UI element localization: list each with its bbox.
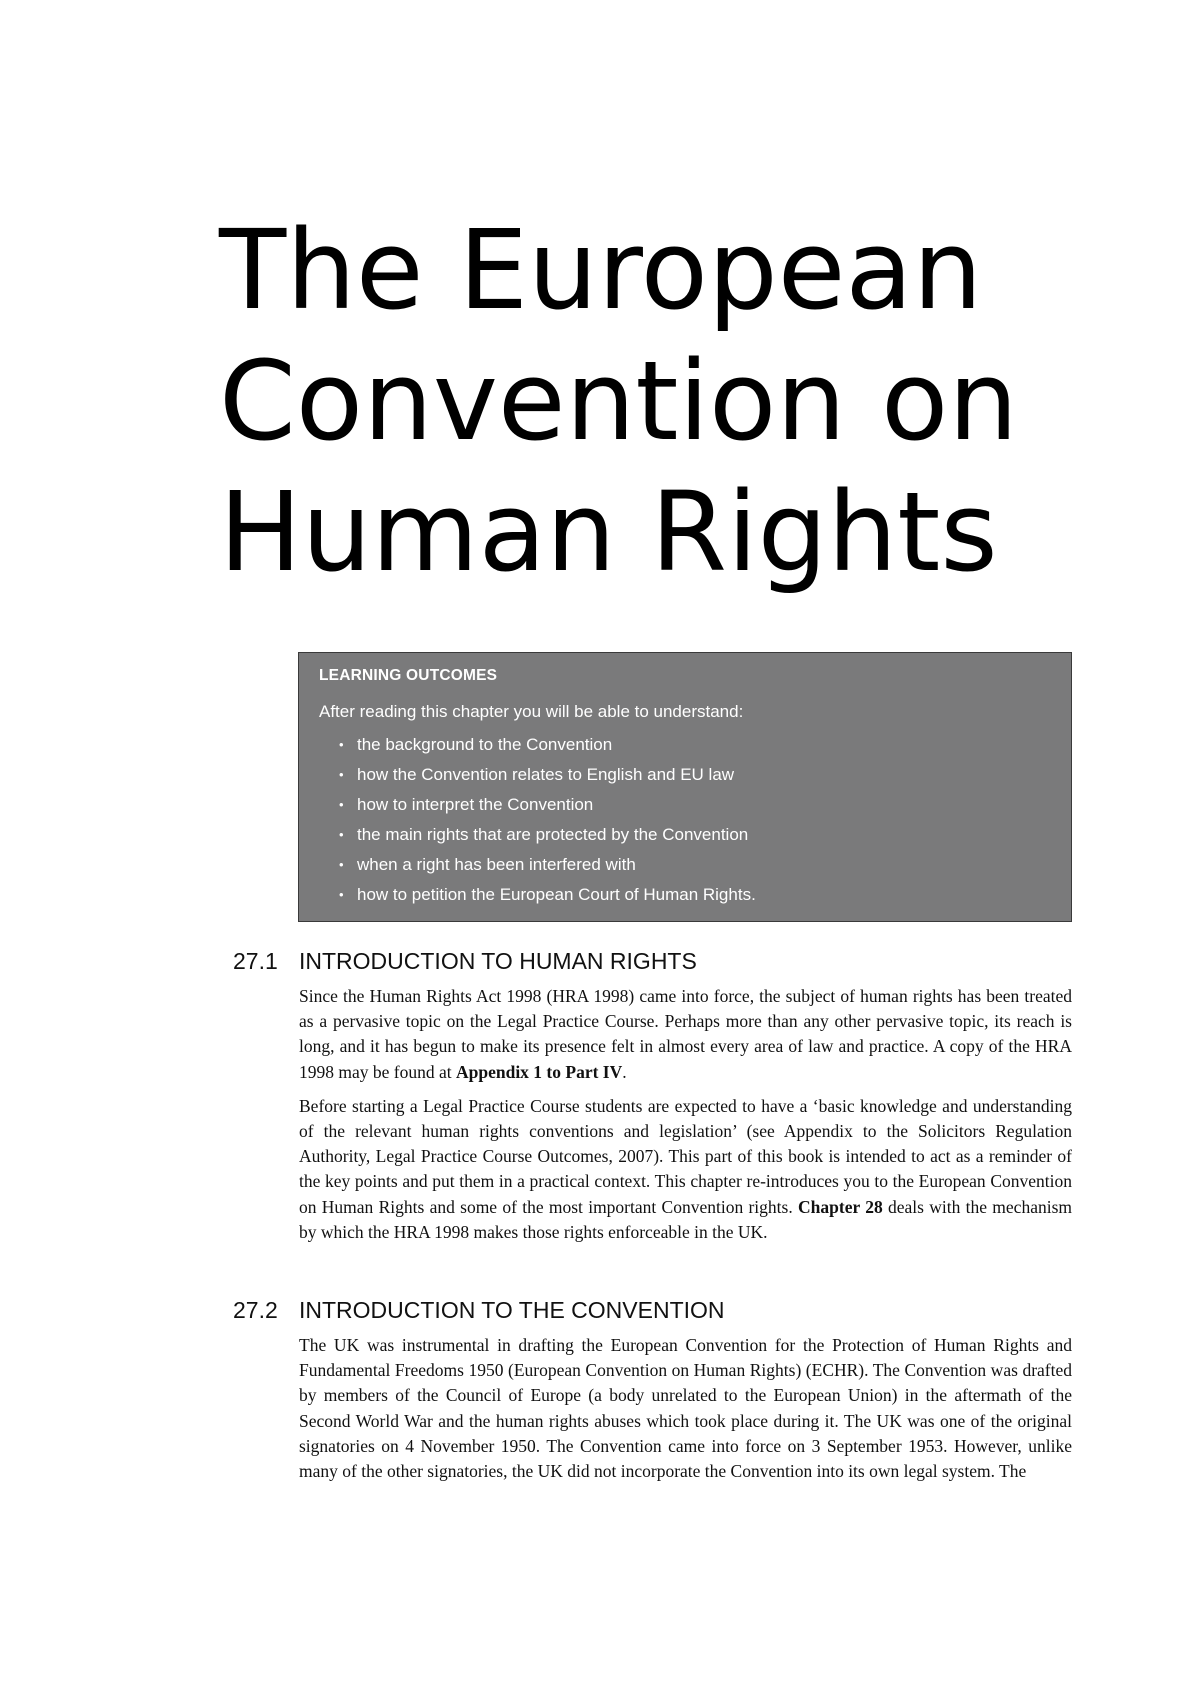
chapter-title-line-2: Convention on: [219, 337, 1019, 465]
paragraph-tail: deals with the mechanism by which the HRA 1998 makes those rights enforceable in the UK.: [299, 1196, 1073, 1242]
list-item: [339, 880, 1051, 910]
bullet-icon: •: [339, 887, 344, 902]
paragraph-tail: .: [622, 1061, 627, 1082]
list-item-text: how the Convention relates to English and EU law: [357, 765, 735, 784]
list-item: [339, 850, 1051, 880]
paragraph: [299, 1094, 1072, 1245]
chapter-title: [219, 205, 1119, 598]
chapter-title-line-1: The European: [219, 206, 983, 334]
paragraph-text: The UK was instrumental in drafting the European Convention for the Protection of Human Rights and Fundamental Freedoms 1950 (European Convention on Human Rights) (ECHR). The Convention was drafted by members of the Council of Europe (a body unrelated to the European Union) in the aftermath of the Second World War and the human rights abuses which took place during it. The UK was one of the original signatories on 4 November 1950. The Convention came into force on 3 September 1953. However, unlike many of the other signatories, the UK did not incorporate the Convention into its own legal system. The: [299, 1335, 1072, 1482]
cross-reference: Chapter 28: [798, 1196, 883, 1217]
list-item-text: the main rights that are protected by the Convention: [357, 825, 749, 844]
section-body: [299, 984, 1072, 1254]
list-item: [339, 760, 1051, 790]
learning-outcomes-intro: After reading this chapter you will be able to understand:: [319, 702, 744, 721]
bullet-icon: •: [339, 857, 344, 872]
section-body: [299, 1333, 1072, 1493]
list-item-text: the background to the Convention: [357, 735, 613, 754]
bullet-icon: •: [339, 737, 344, 752]
learning-outcomes-heading: LEARNING OUTCOMES: [319, 667, 498, 684]
paragraph: [299, 1333, 1072, 1484]
paragraph-text: Since the Human Rights Act 1998 (HRA 1998) came into force, the subject of human rights has been treated as a pervasive topic on the Legal Practice Course. Perhaps more than any other pervasive topic, its reach is long, and it has begun to make its presence felt in almost every area of law and practice. A copy of the HRA 1998 may be found at: [299, 986, 1072, 1082]
paragraph: [299, 984, 1072, 1085]
bullet-icon: •: [339, 767, 344, 782]
learning-outcomes-list: [319, 730, 1051, 910]
list-item: [339, 790, 1051, 820]
section-number: 27.2: [233, 1297, 278, 1323]
bullet-icon: •: [339, 797, 344, 812]
list-item-text: how to interpret the Convention: [357, 795, 594, 814]
list-item-text: when a right has been interfered with: [357, 855, 636, 874]
bullet-icon: •: [339, 827, 344, 842]
learning-outcomes-box: [298, 652, 1072, 922]
list-item: [339, 730, 1051, 760]
chapter-title-line-3: Human Rights: [219, 468, 998, 596]
section-title: INTRODUCTION TO THE CONVENTION: [299, 1297, 725, 1323]
list-item-text: how to petition the European Court of Human Rights.: [357, 885, 756, 904]
section-number: 27.1: [233, 948, 278, 974]
section-title: INTRODUCTION TO HUMAN RIGHTS: [299, 948, 697, 974]
paragraph-text: Before starting a Legal Practice Course students are expected to have a ‘basic knowledge and understanding of the relevant human rights conventions and legislation’ (see Appendix to the Solicitors Regulation Authority, Legal Practice Course Outcomes, 2007). This part of this book is intended to act as a reminder of the key points and put them in a practical context. This chapter re-introduces you to the European Convention on Human Rights and some of the most important Convention rights.: [299, 1095, 1072, 1217]
list-item: [339, 820, 1051, 850]
cross-reference: Appendix 1 to Part IV: [455, 1061, 623, 1082]
